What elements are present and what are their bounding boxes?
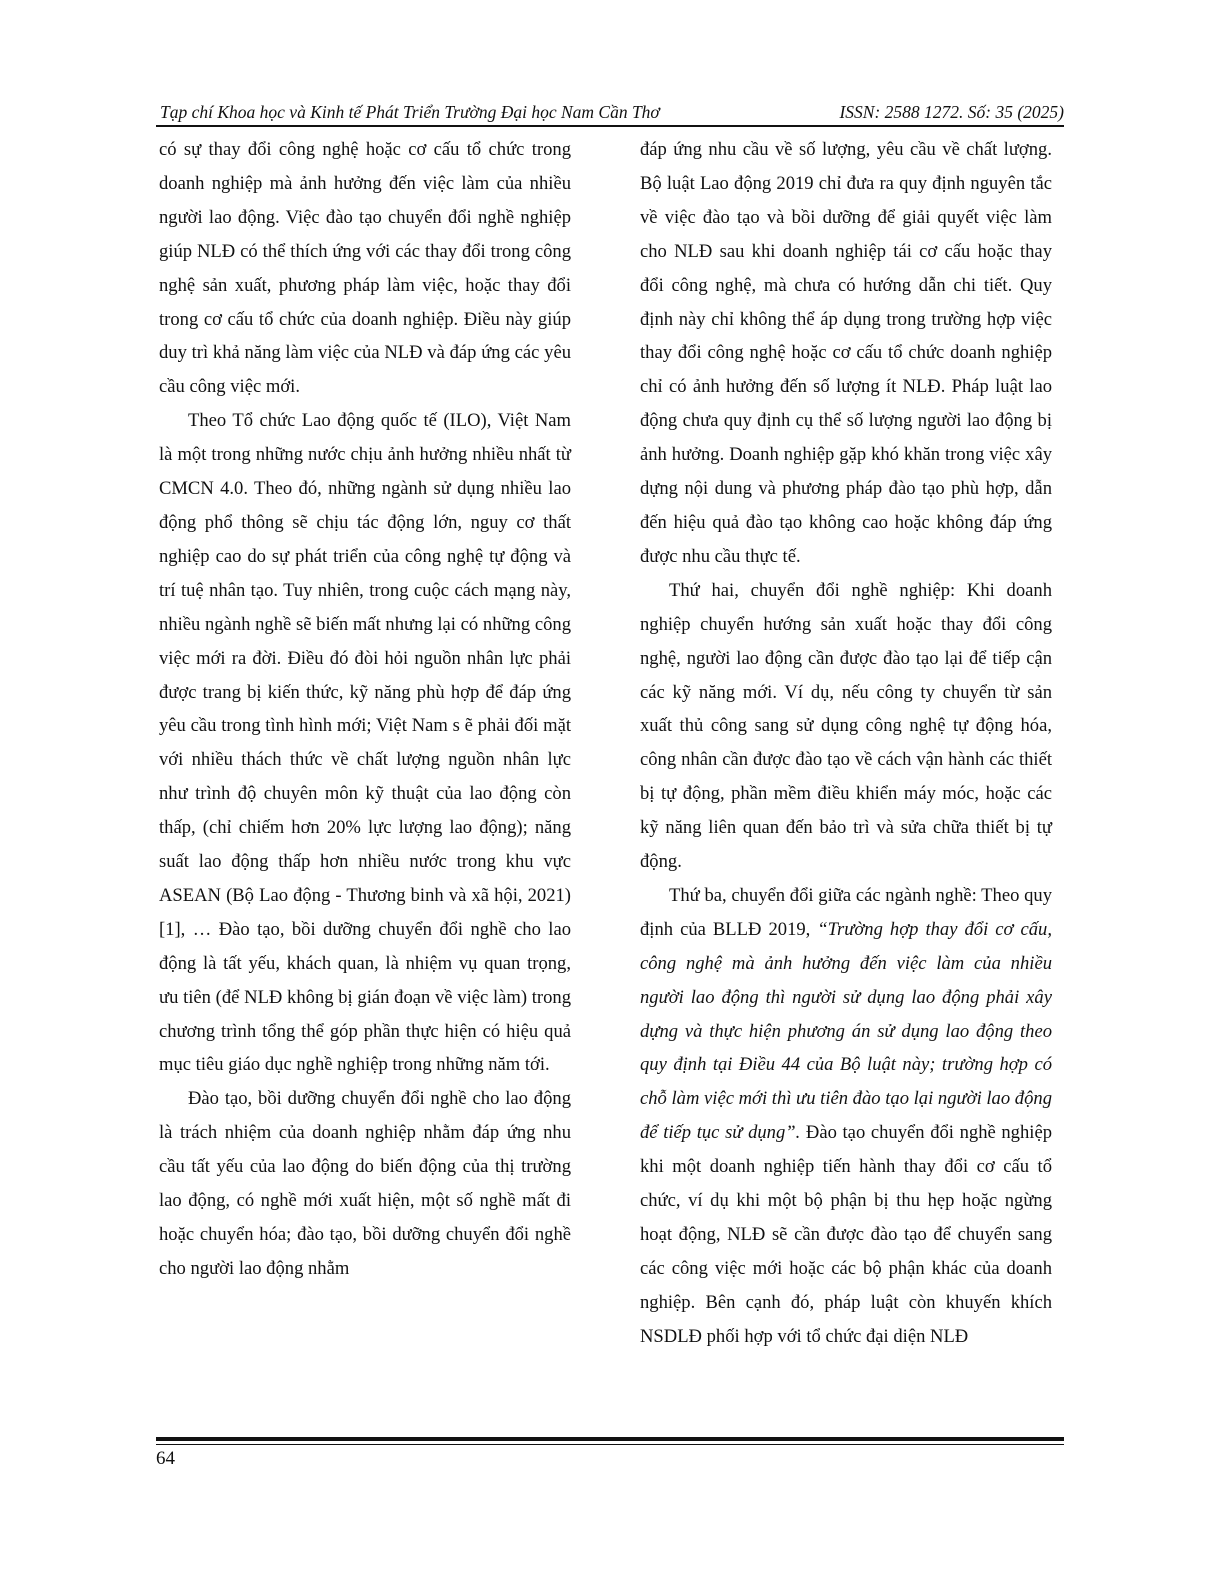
page-number: 64 — [156, 1448, 175, 1469]
header-rule — [156, 125, 1064, 127]
footer-rule — [156, 1444, 1064, 1445]
legal-quotation: “Trường hợp thay đổi cơ cấu, công nghệ mà ảnh hưởng đến việc làm của nhiều người lao động thì người sử dụng lao động phải xây dựng và thực hiện phương án sử dụng lao động theo quy định tại Điều 44 của Bộ luật này; trường hợp có chỗ làm việc mới thì ưu tiên đào tạo lại người lao động để tiếp tục sử dụng”. — [640, 918, 1052, 1144]
left-column — [159, 133, 571, 1286]
footer-rule — [156, 1437, 1064, 1441]
journal-title: Tạp chí Khoa học và Kinh tế Phát Triển Trường Đại học Nam Cần Thơ — [160, 102, 660, 122]
right-column — [640, 133, 1052, 1354]
paragraph: Theo Tổ chức Lao động quốc tế (ILO), Việt Nam là một trong những nước chịu ảnh hưởng nhiều nhất từ CMCN 4.0. Theo đó, những ngành sử dụng nhiều lao động phổ thông sẽ chịu tác động lớn, nguy cơ thất nghiệp cao do sự phát triển của công nghệ tự động và trí tuệ nhân tạo. Tuy nhiên, trong cuộc cách mạng này, nhiều ngành nghề sẽ biến mất nhưng lại có những công việc mới ra đời. Điều đó đòi hỏi nguồn nhân lực phải được trang bị kiến thức, kỹ năng phù hợp để đáp ứng yêu cầu trong tình hình mới; Việt Nam s ẽ phải đối mặt với nhiều thách thức về chất lượng nguồn nhân lực như trình độ chuyên môn kỹ thuật của lao động còn thấp, (chỉ chiếm hơn 20% lực lượng lao động); năng suất lao động thấp hơn nhiều nước trong khu vực ASEAN (Bộ Lao động - Thương binh và xã hội, 2021) [1], … Đào tạo, bồi dưỡng chuyển đổi nghề cho lao động là tất yếu, khách quan, là nhiệm vụ quan trọng, ưu tiên (để NLĐ không bị gián đoạn về việc làm) trong chương trình tổng thể góp phần thực hiện có hiệu quả mục tiêu giáo dục nghề nghiệp trong những năm tới. — [159, 410, 571, 1076]
paragraph: Đào tạo, bồi dưỡng chuyển đổi nghề cho lao động là trách nhiệm của doanh nghiệp nhằm đáp ứng nhu cầu tất yếu của lao động do biến động của thị trường lao động, có nghề mới xuất hiện, một số nghề mất đi hoặc chuyển hóa; đào tạo, bồi dưỡng chuyển đổi nghề cho người lao động nhằm — [159, 1088, 571, 1279]
issn-issue: ISSN: 2588 1272. Số: 35 (2025) — [839, 102, 1064, 122]
paragraph-text: Đào tạo chuyển đổi nghề nghiệp khi một doanh nghiệp tiến hành thay đổi cơ cấu tổ chức, ví dụ khi một bộ phận bị thu hẹp hoặc ngừng hoạt động, NLĐ sẽ cần được đào tạo để chuyển sang các công việc mới hoặc các bộ phận khác của doanh nghiệp. Bên cạnh đó, pháp luật còn khuyến khích NSDLĐ phối hợp với tổ chức đại diện NLĐ — [640, 1122, 1052, 1347]
paragraph: Thứ hai, chuyển đổi nghề nghiệp: Khi doanh nghiệp chuyển hướng sản xuất hoặc thay đổi công nghệ, người lao động cần được đào tạo lại để tiếp cận các kỹ năng mới. Ví dụ, nếu công ty chuyển từ sản xuất thủ công sang sử dụng công nghệ tự động hóa, công nhân cần được đào tạo về cách vận hành các thiết bị tự động, phần mềm điều khiển máy móc, hoặc các kỹ năng liên quan đến bảo trì và sửa chữa thiết bị tự động. — [640, 579, 1052, 873]
paragraph: có sự thay đổi công nghệ hoặc cơ cấu tổ chức trong doanh nghiệp mà ảnh hưởng đến việc làm của nhiều người lao động. Việc đào tạo chuyển đổi nghề nghiệp giúp NLĐ có thể thích ứng với các thay đổi trong công nghệ sản xuất, phương pháp làm việc, hoặc thay đổi trong cơ cấu tổ chức của doanh nghiệp. Điều này giúp duy trì khả năng làm việc của NLĐ và đáp ứng các yêu cầu công việc mới. — [159, 139, 571, 398]
paragraph-text: Thứ ba, chuyển đổi giữa các ngành nghề: Theo quy định của BLLĐ 2019, — [640, 884, 1052, 940]
paragraph: đáp ứng nhu cầu về số lượng, yêu cầu về chất lượng. Bộ luật Lao động 2019 chỉ đưa ra quy định nguyên tắc về việc đào tạo và bồi dưỡng để giải quyết việc làm cho NLĐ sau khi doanh nghiệp tái cơ cấu hoặc thay đổi công nghệ, mà chưa có hướng dẫn chi tiết. Quy định này chỉ không thể áp dụng trong trường hợp việc thay đổi công nghệ hoặc cơ cấu tổ chức doanh nghiệp chỉ có ảnh hưởng đến số lượng ít NLĐ. Pháp luật lao động chưa quy định cụ thể số lượng người lao động bị ảnh hưởng. Doanh nghiệp gặp khó khăn trong việc xây dựng nội dung và phương pháp đào tạo phù hợp, dẫn đến hiệu quả đào tạo không cao hoặc không đáp ứng được nhu cầu thực tế. — [640, 139, 1052, 567]
paragraph — [640, 879, 1052, 1354]
